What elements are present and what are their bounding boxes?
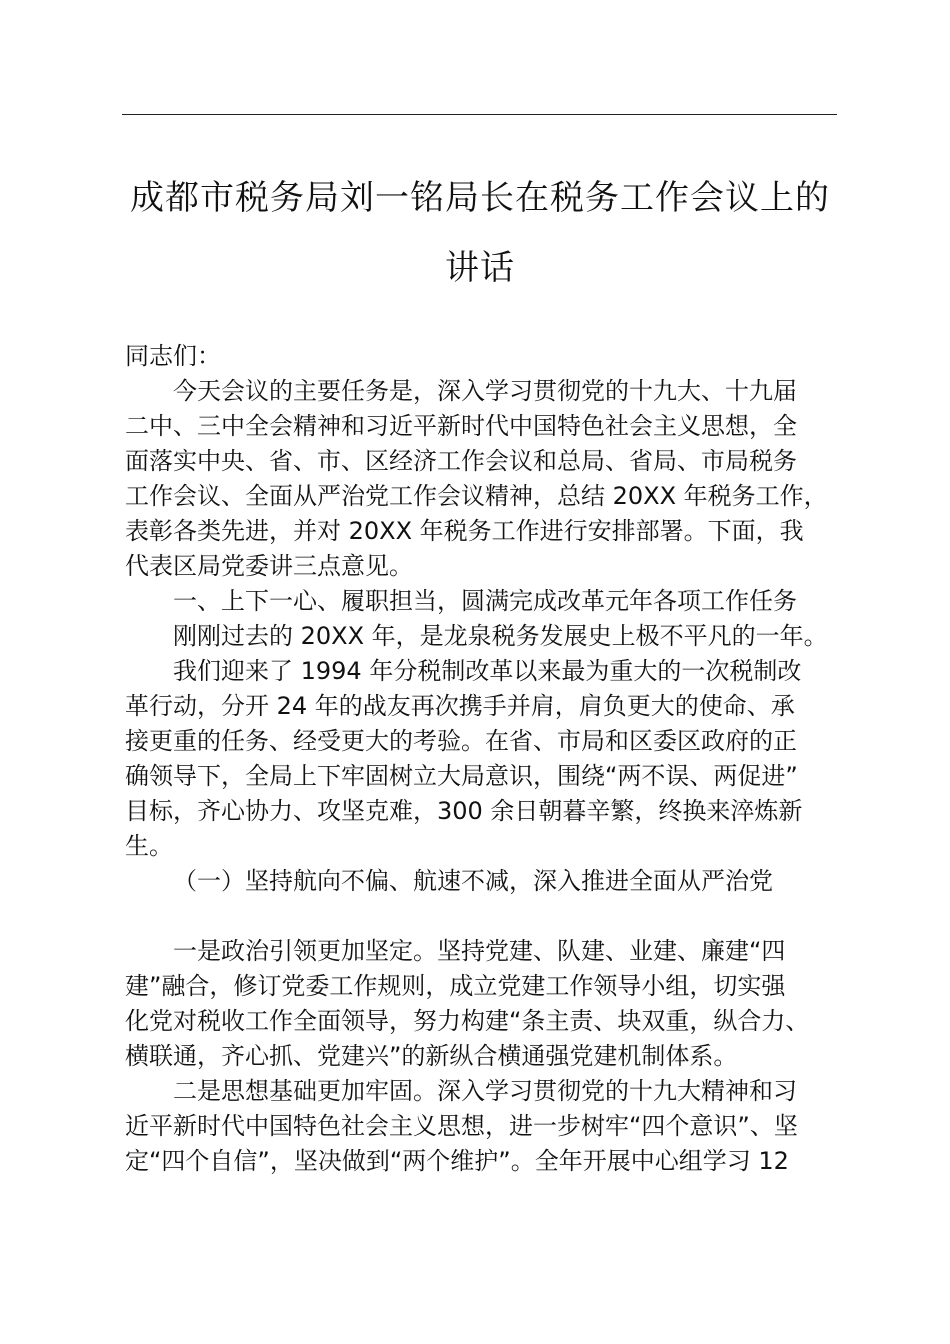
paragraph-line: 二是思想基础更加牢固。深入学习贯彻党的十九大精神和习 <box>173 1077 797 1105</box>
paragraph-line: 今天会议的主要任务是，深入学习贯彻党的十九大、十九届 <box>173 377 797 405</box>
paragraph-line: 刚刚过去的 20XX 年，是龙泉税务发展史上极不平凡的一年。 <box>173 622 828 650</box>
paragraph-line: 近平新时代中国特色社会主义思想，进一步树牢“四个意识”、坚 <box>125 1112 798 1140</box>
document-title-line-2: 讲话 <box>445 248 515 288</box>
paragraph-line: 定“四个自信”，坚决做到“两个维护”。全年开展中心组学习 12 <box>125 1147 789 1175</box>
paragraph-line: 一是政治引领更加坚定。坚持党建、队建、业建、廉建“四 <box>173 937 786 965</box>
paragraph-line: 我们迎来了 1994 年分税制改革以来最为重大的一次税制改 <box>173 657 802 685</box>
header-rule <box>122 114 837 115</box>
paragraph-line: 二中、三中全会精神和习近平新时代中国特色社会主义思想，全 <box>125 412 797 440</box>
paragraph-line: 生。 <box>125 832 173 860</box>
paragraph-line: 横联通，齐心抓、党建兴”的新纵合横通强党建机制体系。 <box>125 1042 738 1070</box>
paragraph-line: 革行动，分开 24 年的战友再次携手并肩，肩负更大的使命、承 <box>125 692 795 720</box>
paragraph-line: 工作会议、全面从严治党工作会议精神，总结 20XX 年税务工作， <box>125 482 828 510</box>
subsection-heading: （一）坚持航向不偏、航速不减，深入推进全面从严治党 <box>173 867 773 895</box>
paragraph-line: 化党对税收工作全面领导，努力构建“条主责、块双重，纵合力、 <box>125 1007 810 1035</box>
document-title-line-1: 成都市税务局刘一铭局长在税务工作会议上的 <box>130 178 830 218</box>
salutation: 同志们： <box>125 342 221 370</box>
section-heading: 一、上下一心、履职担当，圆满完成改革元年各项工作任务 <box>173 587 797 615</box>
paragraph-line: 接更重的任务、经受更大的考验。在省、市局和区委区政府的正 <box>125 727 797 755</box>
paragraph-line: 代表区局党委讲三点意见。 <box>125 552 413 580</box>
paragraph-line: 建”融合，修订党委工作规则，成立党建工作领导小组，切实强 <box>125 972 786 1000</box>
paragraph-line: 确领导下，全局上下牢固树立大局意识，围绕“两不误、两促进” <box>125 762 798 790</box>
paragraph-line: 面落实中央、省、市、区经济工作会议和总局、省局、市局税务 <box>125 447 797 475</box>
paragraph-line: 表彰各类先进，并对 20XX 年税务工作进行安排部署。下面，我 <box>125 517 804 545</box>
paragraph-line: 目标，齐心协力、攻坚克难，300 余日朝暮辛繁，终换来淬炼新 <box>125 797 803 825</box>
